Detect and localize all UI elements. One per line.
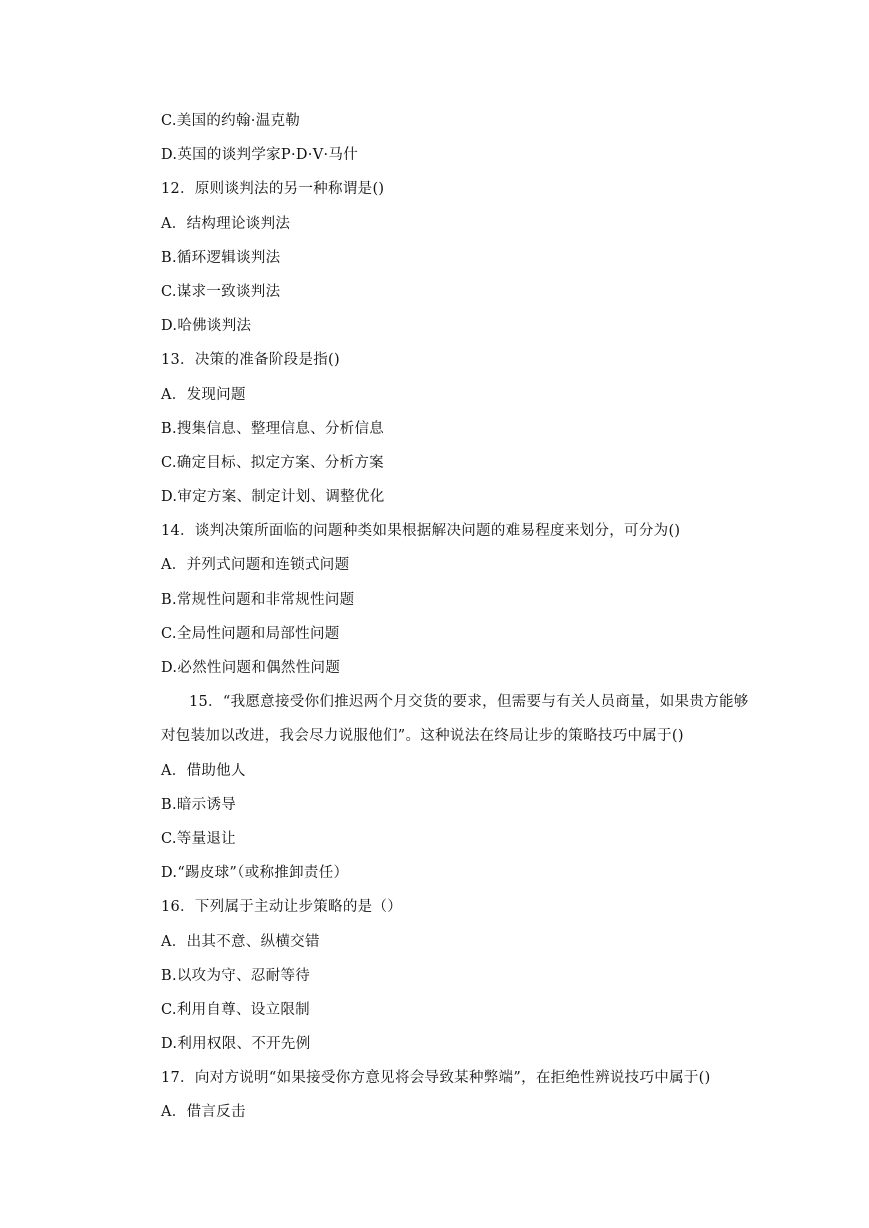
option-q16-b: B.以攻为守、忍耐等待 [161,967,311,984]
option-q13-b: B.搜集信息、整理信息、分析信息 [161,420,385,437]
document-body [0,108,869,1134]
question-17: 17．向对方说明“如果接受你方意见将会导致某种弊端”，在拒绝性辨说技巧中属于() [161,1070,711,1087]
option-q12-c: C.谋求一致谈判法 [161,283,281,300]
option-q15-a: A．借助他人 [161,762,246,779]
question-13: 13．决策的准备阶段是指() [161,352,340,369]
option-q16-c: C.利用自尊、设立限制 [161,1001,310,1018]
option-q13-c: C.确定目标、拟定方案、分析方案 [161,454,384,471]
option-q16-d: D.利用权限、不开先例 [161,1036,311,1053]
option-q14-c: C.全局性问题和局部性问题 [161,625,340,642]
option-q15-d: D.“踢皮球”（或称推卸责任） [161,865,349,882]
option-q11-d: D.英国的谈判学家P·D·V·马什 [161,147,358,164]
question-12: 12．原则谈判法的另一种称谓是() [161,181,385,198]
option-q14-b: B.常规性问题和非常规性问题 [161,591,355,608]
option-q17-a: A．借言反击 [161,1104,246,1121]
option-q14-a: A．并列式问题和连锁式问题 [161,557,350,574]
option-q11-c: C.美国的约翰·温克勒 [161,113,301,129]
question-14: 14．谈判决策所面临的问题种类如果根据解决问题的难易程度来划分，可分为() [161,523,681,540]
option-q13-a: A．发现问题 [161,386,246,403]
option-q15-b: B.暗示诱导 [161,796,237,813]
question-15-line-1: 15．“我愿意接受你们推迟两个月交货的要求，但需要与有关人员商量，如果贵方能够 [189,694,749,711]
option-q12-b: B.循环逻辑谈判法 [161,249,281,266]
question-15-line-2: 对包装加以改进，我会尽力说服他们”。这种说法在终局让步的策略技巧中属于() [161,728,684,745]
question-16: 16．下列属于主动让步策略的是（） [161,899,403,916]
option-q12-d: D.哈佛谈判法 [161,318,252,335]
option-q14-d: D.必然性问题和偶然性问题 [161,660,341,676]
option-q15-c: C.等量退让 [161,830,236,847]
option-q16-a: A．出其不意、纵横交错 [161,933,320,950]
option-q12-a: A．结构理论谈判法 [161,215,291,232]
option-q13-d: D.审定方案、制定计划、调整优化 [161,489,385,506]
